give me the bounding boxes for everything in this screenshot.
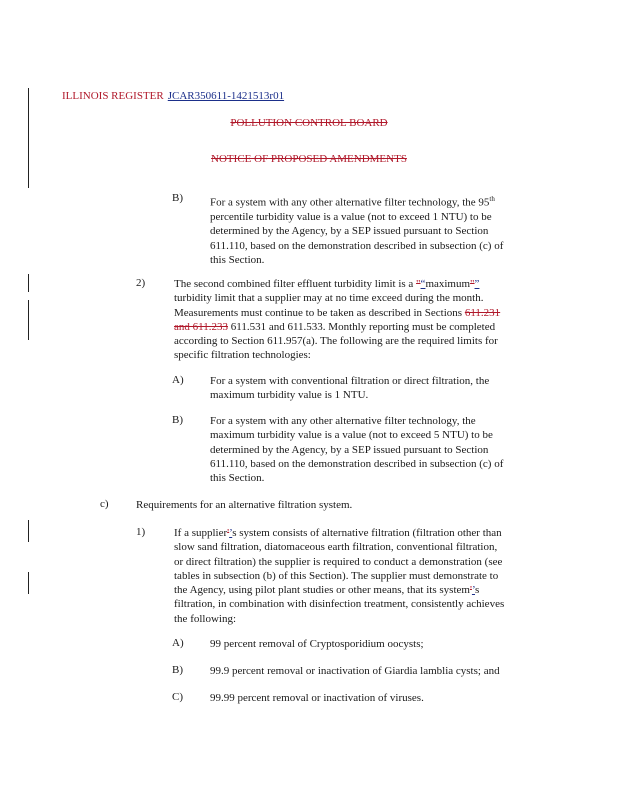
register-title: ILLINOIS REGISTER xyxy=(62,90,164,102)
item-label: 1) xyxy=(136,526,146,538)
item-label: B) xyxy=(172,664,183,676)
change-bar xyxy=(28,300,29,340)
change-bar xyxy=(28,572,29,594)
paragraph-b2: For a system with any other alternative filter technology, the maximum turbidity value is a value (not to exceed 5 NTU) to be determined by the Agency, by a SEP issued pursuant to Section 611.110, based on the demonstration described in subsection (c) of this Section. xyxy=(210,415,504,485)
list-item: 99.9 percent removal or inactivation of Giardia lamblia cysts; and xyxy=(210,665,500,677)
paragraph-a2: For a system with conventional filtration or direct filtration, the maximum turbidity value is 1 NTU. xyxy=(210,375,490,402)
list-item: 99.99 percent removal or inactivation of viruses. xyxy=(210,692,424,704)
item-label: 2) xyxy=(136,277,146,289)
list-item: 99 percent removal of Cryptosporidium oocysts; xyxy=(210,638,424,650)
paragraph-2: The second combined filter effluent turbidity limit is a "“maximum"” turbidity limit that a supplier may at no time exceed during the month. Measurements must continue to be taken as described in Sections 611.231 and 611.233 611.531 and 611.533. Monthly reporting must be completed according to Section 611.957(a). The following are the required limits for specific filtration technologies: xyxy=(174,278,501,362)
notice-title: NOTICE OF PROPOSED AMENDMENTS xyxy=(211,153,407,165)
item-label: B) xyxy=(172,192,183,204)
register-header xyxy=(62,90,284,102)
change-bar xyxy=(28,274,29,292)
item-label: C) xyxy=(172,691,183,703)
section-label: c) xyxy=(100,498,109,510)
board-title: POLLUTION CONTROL BOARD xyxy=(230,117,388,129)
item-label: A) xyxy=(172,637,184,649)
paragraph-c1: If a supplier'’s system consists of alternative filtration (filtration other than slow sand filtration, diatomaceous earth filtration, conventional filtration, or direct filtration) the supplier is required to conduct a demonstration (see tables in subsection (b) of this Section). The supplier must demonstrate to the Agency, using pilot plant studies or other means, that its system'’s filtration, in combination with disinfection treatment, consistently achieves the following: xyxy=(174,527,505,625)
section-c-heading: Requirements for an alternative filtration system. xyxy=(136,499,353,511)
jcar-code: JCAR350611-1421513r01 xyxy=(167,90,285,102)
item-label: A) xyxy=(172,374,184,386)
item-label: B) xyxy=(172,414,183,426)
change-bar xyxy=(28,88,29,188)
paragraph-b1: For a system with any other alternative filter technology, the 95th percentile turbidity value is a value (not to exceed 1 NTU) to be determined by the Agency, by a SEP issued pursuant to Section 611.110, based on the demonstration described in subsection (c) of this Section. xyxy=(210,195,504,266)
change-bar xyxy=(28,520,29,542)
